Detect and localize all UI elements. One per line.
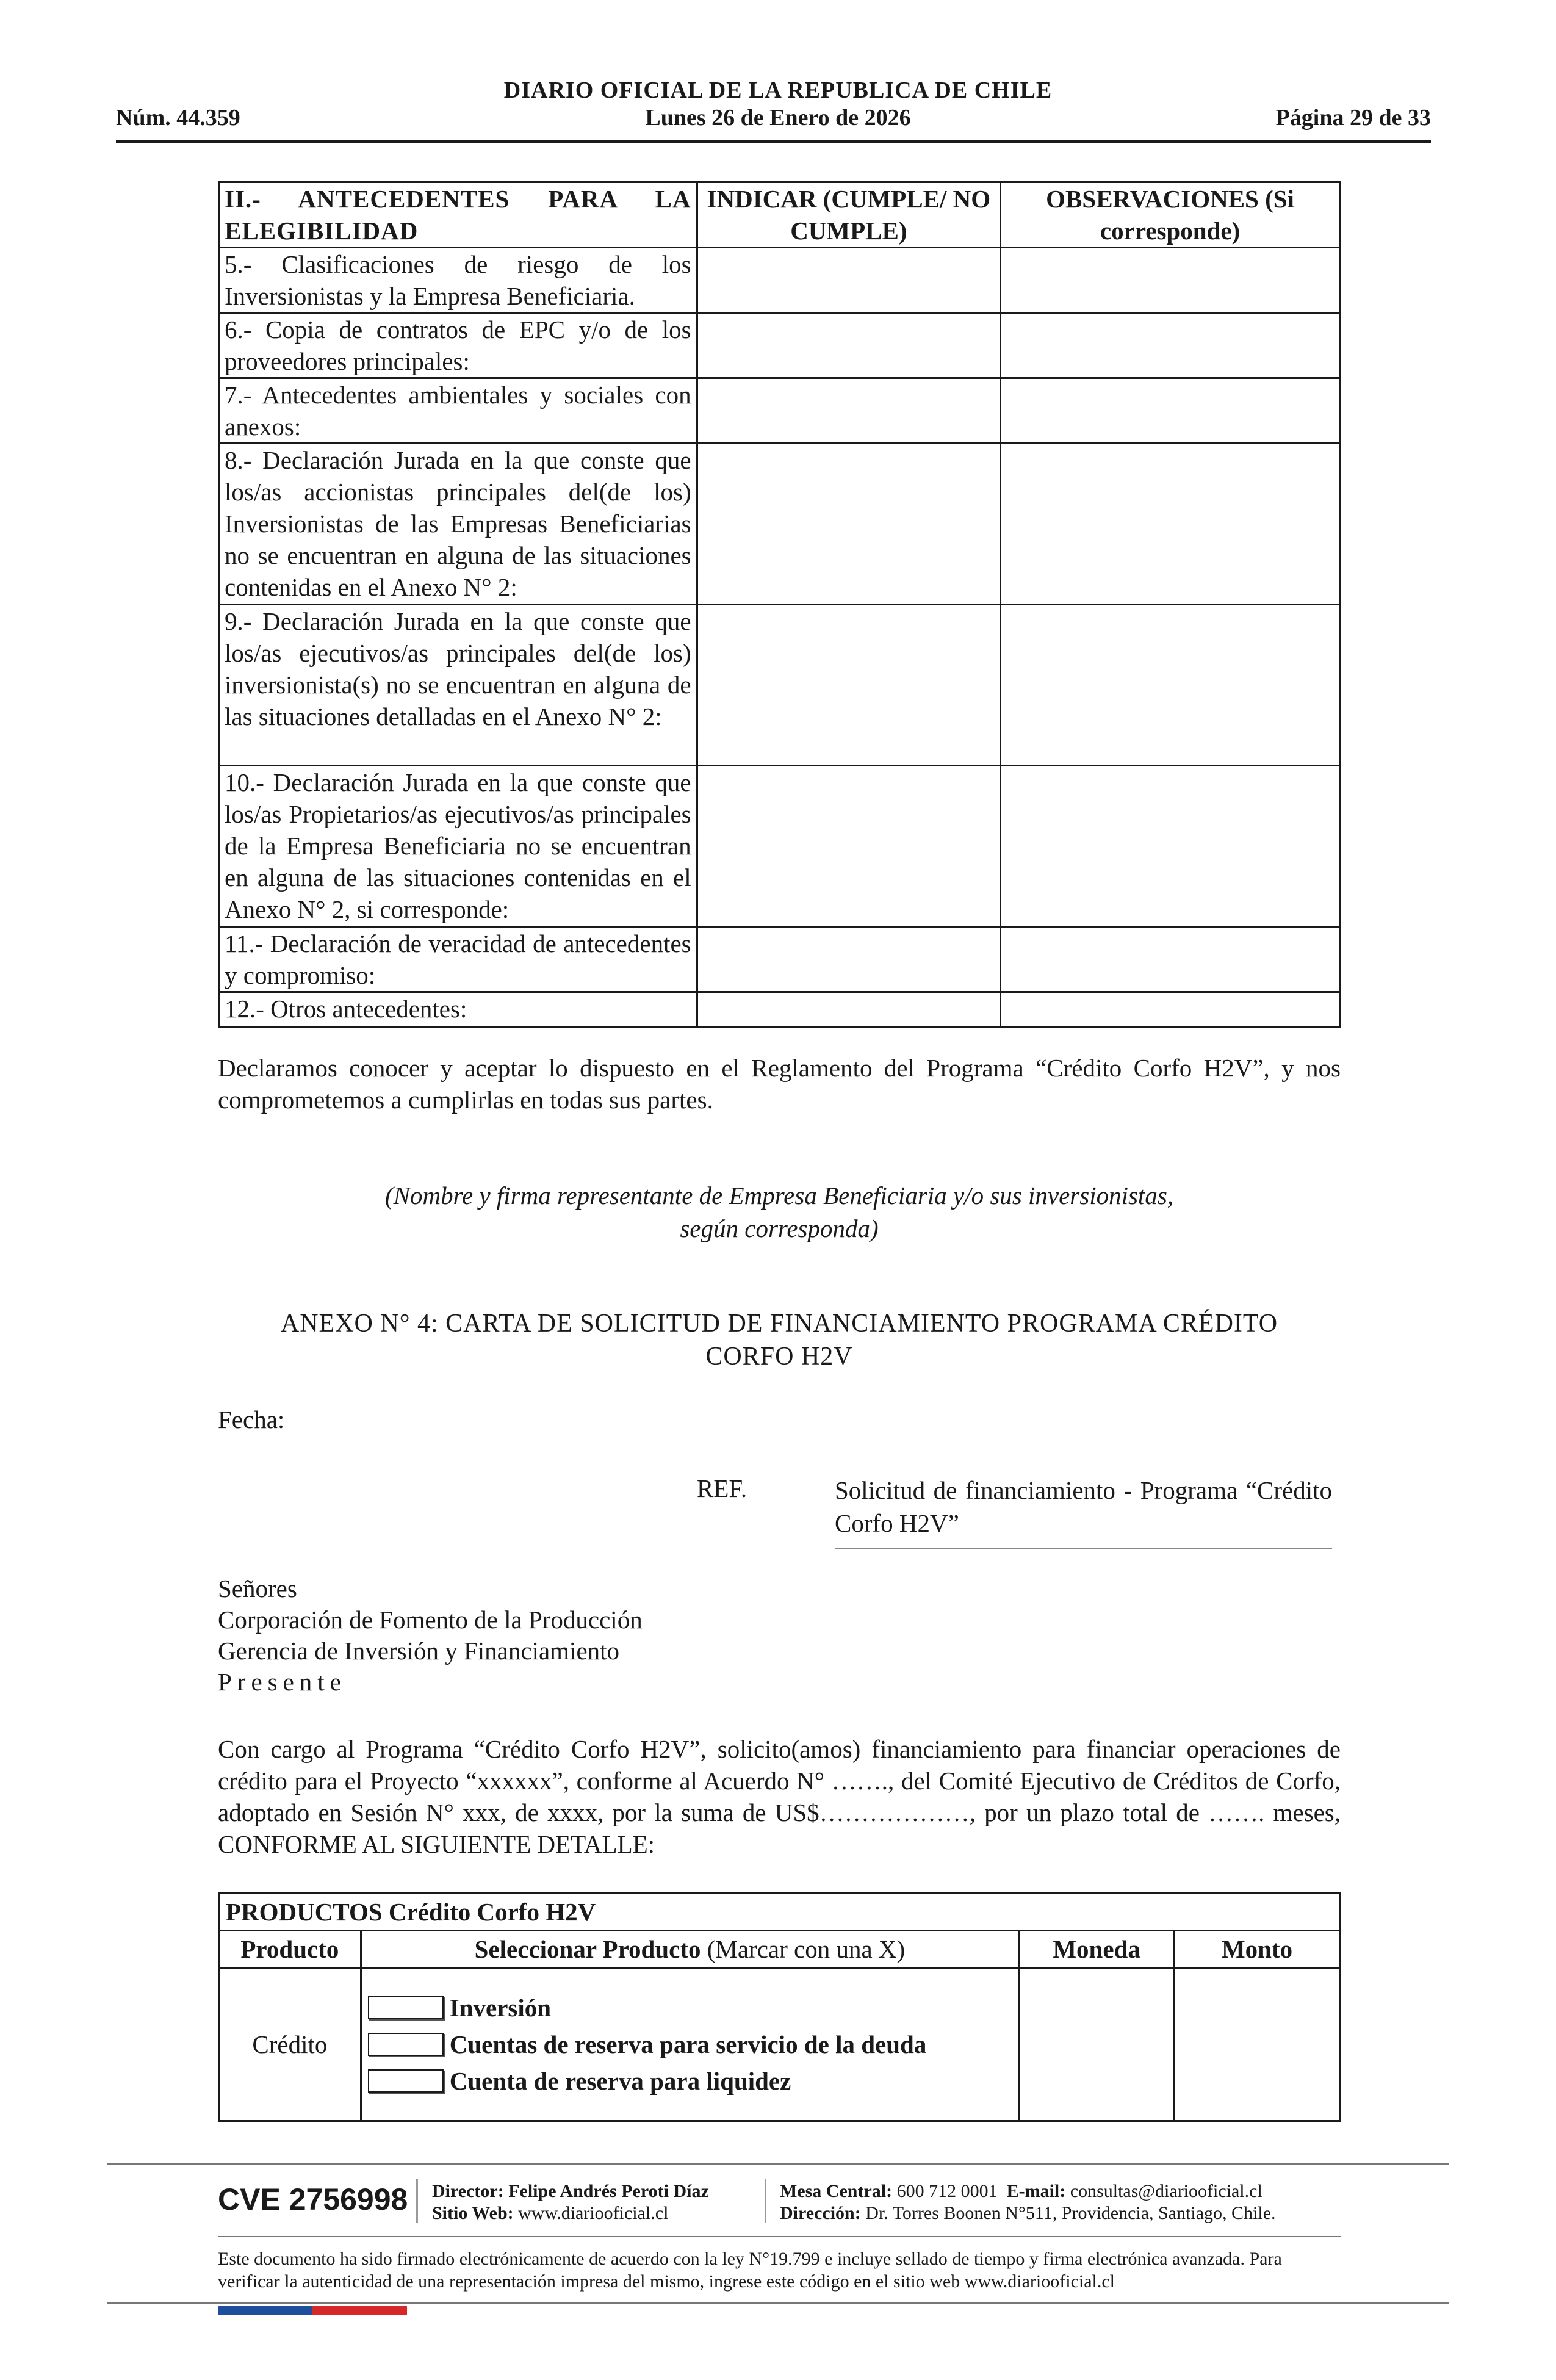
column-header-indicar: INDICAR (CUMPLE/ NO CUMPLE) xyxy=(697,182,1000,248)
director-label: Director: xyxy=(432,2181,504,2201)
row-label: 10.- Declaración Jurada en la que conste que los/as Propietarios/as ejecutivos/as principales de la Empresa Beneficiaria no se encuentran en alguna de las situaciones contenidas en el Anexo N° 2, si corresponde: xyxy=(219,766,697,927)
checkbox-reserva-liquidez[interactable] xyxy=(368,2069,444,2093)
request-paragraph: Con cargo al Programa “Crédito Corfo H2V”, solicito(amos) financiamiento para financiar operaciones de crédito para el Proyecto “xxxxxx”, conforme al Acuerdo N° ……., del Comité Ejecutivo de Créditos de Corfo, adoptado en Sesión N° xxx, de xxxx, por la suma de US$………………, por un plazo total de ……. meses, CONFORME AL SIGUIENTE DETALLE: xyxy=(218,1735,1341,1858)
option-reserva-liquidez xyxy=(368,2063,1012,2099)
row-label: 6.- Copia de contratos de EPC y/o de los proveedores principales: xyxy=(219,313,697,378)
signature-caption xyxy=(218,1179,1341,1245)
option-reserva-deuda xyxy=(368,2026,1012,2063)
cumple-cell xyxy=(697,992,1000,1028)
website-link[interactable]: www.diariooficial.cl xyxy=(518,2203,669,2223)
column-header-monto: Monto xyxy=(1175,1931,1340,1968)
row-label: 9.- Declaración Jurada en la que conste que los/as ejecutivos/as principales del(de los) inversionista(s) no se encuentran en alguna de las situaciones detalladas en el Anexo N° 2: xyxy=(219,605,697,766)
annex-title-line-1: ANEXO N° 4: CARTA DE SOLICITUD DE FINANCIAMIENTO PROGRAMA CRÉDITO xyxy=(280,1310,1278,1338)
footer-contact-block xyxy=(780,2180,1276,2224)
email-link[interactable]: consultas@diariooficial.cl xyxy=(1070,2181,1262,2201)
address-line-3: Gerencia de Inversión y Financiamiento xyxy=(218,1637,620,1665)
products-caption-row xyxy=(219,1894,1340,1931)
checkbox-inversion[interactable] xyxy=(368,1996,444,2019)
cumple-cell xyxy=(697,313,1000,378)
cumple-cell xyxy=(697,248,1000,313)
product-name: Crédito xyxy=(219,1968,361,2121)
column-header-observaciones: OBSERVACIONES (Si corresponde) xyxy=(1001,182,1340,248)
mesa-label: Mesa Central: xyxy=(780,2181,893,2201)
eligibility-table xyxy=(218,181,1341,1028)
products-caption: PRODUCTOS Crédito Corfo H2V xyxy=(219,1894,1340,1931)
row-label: 5.- Clasificaciones de riesgo de los Inversionistas y la Empresa Beneficiaria. xyxy=(219,248,697,313)
table-row xyxy=(219,605,1340,766)
direccion-label: Dirección: xyxy=(780,2203,861,2223)
issue-number: Núm. 44.359 xyxy=(116,105,240,131)
seleccionar-label: Seleccionar Producto xyxy=(474,1935,701,1963)
signature-legal-note: Este documento ha sido firmado electrónicamente de acuerdo con la ley N°19.799 e incluye sellado de tiempo y firma electrónica avanzada. Para verificar la autenticidad de una representación impresa del mismo, ingrese este código en el sitio web www.diariooficial.cl xyxy=(218,2249,1282,2292)
observaciones-cell xyxy=(1001,378,1340,444)
direccion-text: Dr. Torres Boonen N°511, Providencia, Santiago, Chile. xyxy=(865,2203,1276,2223)
row-label: 7.- Antecedentes ambientales y sociales con anexos: xyxy=(219,378,697,444)
option-label: Cuenta de reserva para liquidez xyxy=(449,2067,791,2095)
observaciones-cell xyxy=(1001,992,1340,1028)
web-label: Sitio Web: xyxy=(432,2203,514,2223)
journal-title: DIARIO OFICIAL DE LA REPUBLICA DE CHILE xyxy=(503,78,1053,103)
mesa-phone: 600 712 0001 xyxy=(896,2181,998,2201)
address-line-1: Señores xyxy=(218,1574,297,1603)
table-row xyxy=(219,766,1340,927)
table-row xyxy=(219,378,1340,444)
product-options xyxy=(361,1968,1018,2121)
footer-director-block xyxy=(432,2180,709,2224)
footer-separator xyxy=(765,2179,766,2223)
table-row xyxy=(219,248,1340,313)
footer-divider-bottom xyxy=(107,2302,1449,2304)
table-row xyxy=(219,444,1340,605)
row-label: 12.- Otros antecedentes: xyxy=(219,992,697,1028)
header-divider xyxy=(116,140,1431,143)
declaration-paragraph: Declaramos conocer y aceptar lo dispuesto en el Reglamento del Programa “Crédito Corfo H2V”, y nos comprometemos a cumplirlas en todas sus partes. xyxy=(218,1054,1341,1114)
cumple-cell xyxy=(697,927,1000,992)
email-label: E-mail: xyxy=(1006,2181,1066,2201)
table-header-row xyxy=(219,182,1340,248)
row-label: 8.- Declaración Jurada en la que conste que los/as accionistas principales del(de los) Inversionistas de las Empresas Beneficiarias no se encuentran en alguna de las situaciones contenidas en el Anexo N° 2: xyxy=(219,444,697,605)
cumple-cell xyxy=(697,605,1000,766)
column-header-seleccionar xyxy=(361,1931,1018,1968)
products-header-row xyxy=(219,1931,1340,1968)
table-row xyxy=(219,992,1340,1028)
moneda-cell xyxy=(1019,1968,1175,2121)
page-number: Página 29 de 33 xyxy=(1275,105,1431,131)
observaciones-cell xyxy=(1001,927,1340,992)
address-line-4: Presente xyxy=(218,1668,347,1696)
cumple-cell xyxy=(697,444,1000,605)
annex-title-line-2: CORFO H2V xyxy=(705,1343,853,1371)
table-row xyxy=(219,927,1340,992)
table-row xyxy=(219,1968,1340,2121)
cumple-cell xyxy=(697,766,1000,927)
observaciones-cell xyxy=(1001,605,1340,766)
option-label: Inversión xyxy=(449,1994,552,2022)
footer-divider-top xyxy=(107,2163,1449,2165)
annex-title xyxy=(218,1307,1341,1373)
observaciones-cell xyxy=(1001,444,1340,605)
monto-cell xyxy=(1175,1968,1340,2121)
ref-label: REF. xyxy=(697,1474,747,1502)
column-header-moneda: Moneda xyxy=(1019,1931,1175,1968)
recipient-address xyxy=(218,1573,643,1698)
column-header-antecedentes: II.- ANTECEDENTES PARA LA ELEGIBILIDAD xyxy=(219,182,697,248)
option-label: Cuentas de reserva para servicio de la deuda xyxy=(449,2030,927,2058)
ref-description: Solicitud de financiamiento - Programa “Crédito Corfo H2V” xyxy=(835,1476,1332,1537)
observaciones-cell xyxy=(1001,248,1340,313)
cumple-cell xyxy=(697,378,1000,444)
issue-date: Lunes 26 de Enero de 2026 xyxy=(645,105,911,131)
signature-line-2: según corresponda) xyxy=(680,1214,879,1242)
director-name: Felipe Andrés Peroti Díaz xyxy=(508,2181,709,2201)
observaciones-cell xyxy=(1001,766,1340,927)
flag-stripe-blue xyxy=(218,2306,312,2315)
observaciones-cell xyxy=(1001,313,1340,378)
flag-stripe-red xyxy=(312,2306,407,2315)
ref-underline xyxy=(835,1548,1332,1549)
column-header-producto: Producto xyxy=(219,1931,361,1968)
address-line-2: Corporación de Fomento de la Producción xyxy=(218,1606,643,1634)
checkbox-reserva-deuda[interactable] xyxy=(368,2033,444,2056)
products-table xyxy=(218,1892,1341,2122)
date-label: Fecha: xyxy=(218,1405,285,1433)
option-inversion xyxy=(368,1989,1012,2026)
footer-divider-mid xyxy=(218,2236,1341,2237)
signature-line-1: (Nombre y firma representante de Empresa Beneficiaria y/o sus inversionistas, xyxy=(384,1181,1174,1210)
seleccionar-hint: (Marcar con una X) xyxy=(707,1935,906,1963)
footer-separator xyxy=(416,2179,418,2223)
table-row xyxy=(219,313,1340,378)
cve-code: CVE 2756998 xyxy=(218,2182,408,2216)
row-label: 11.- Declaración de veracidad de antecedentes y compromiso: xyxy=(219,927,697,992)
